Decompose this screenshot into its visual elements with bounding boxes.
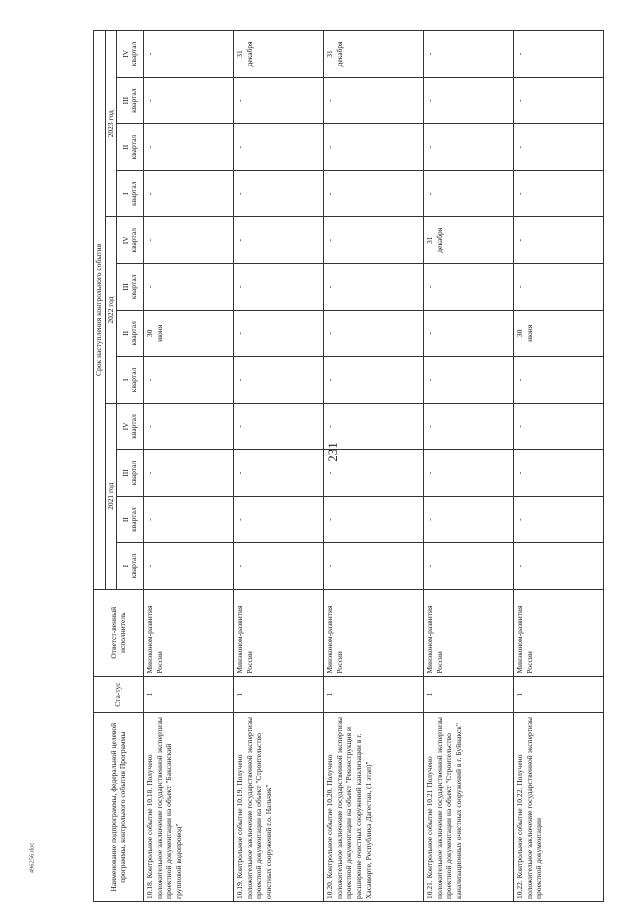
quarter-value-cell: - [234,357,324,404]
quarter-value-cell: - [424,403,514,450]
header-row-top [94,31,106,902]
event-status: 1 [234,676,324,713]
quarter-numeral: I [120,564,130,568]
quarter-value-cell: - [324,124,424,171]
quarter-value-cell: - [324,543,424,590]
quarter-numeral: IV [120,422,130,431]
quarter-value-cell: - [144,124,234,171]
quarter-value-cell: - [514,170,604,217]
quarter-value-cell: - [324,310,424,357]
deadline-month: декабря [334,41,344,67]
deadline-month: июня [524,324,534,342]
event-responsible: Минэконом-развития России [424,589,514,676]
header-quarter [117,124,144,171]
table-header [94,31,144,902]
quarter-word: квартал [129,134,139,160]
quarter-value-cell: - [514,217,604,264]
header-timeline: Срок наступления контрольного события [94,31,106,590]
quarter-value-cell: - [514,543,604,590]
quarter-value-cell: - [324,357,424,404]
quarter-value-cell: - [424,77,514,124]
quarter-value-cell [234,31,324,78]
quarter-value-cell: - [234,403,324,450]
event-name: 10.20. Контрольное событие 10.20. Получено положительное заключение государственной экспертизы проектной документации на объект "Реконструкция и расширение очистных сооружений канализации в г. Хасавюрте, Республика Дагестан, (1 этап)" [324,713,424,902]
quarter-value-cell: - [324,264,424,311]
quarter-value-cell: - [424,264,514,311]
quarter-value-cell: - [234,310,324,357]
deadline-month: июня [154,324,164,342]
quarter-value-cell [144,310,234,357]
quarter-word: квартал [129,414,139,439]
quarter-word: квартал [129,181,139,207]
quarter-value-cell: - [144,170,234,217]
event-name: 10.21. Контрольное событие 10.21 Получено положительное заключение государственной экспертизы проектной документации на объект "Строительство канализационных очистных сооружений в г. Буйнакск" [424,713,514,902]
quarter-value-cell: - [424,357,514,404]
quarter-value-cell: - [424,31,514,78]
deadline-day: 31 [235,50,245,58]
header-quarter [117,31,144,78]
quarter-word: квартал [129,227,139,253]
table-body [144,31,604,902]
event-status: 1 [424,676,514,713]
event-status: 1 [144,676,234,713]
header-quarter [117,217,144,264]
quarter-numeral: III [120,469,130,477]
event-name: 10.19. Контрольное событие 10.19. Получено положительное заключение государственной экспертизы проектной документации на объект "Строительство очистных сооружений г.о. Нальчик" [234,713,324,902]
quarter-value-cell: - [514,124,604,171]
table-row [514,31,604,902]
header-responsible: Ответст-венный исполнитель [94,589,144,676]
header-quarter [117,403,144,450]
quarter-value-cell: - [424,450,514,497]
quarter-word: квартал [129,274,139,300]
quarter-value-cell: - [144,31,234,78]
quarter-value-cell: - [144,357,234,404]
quarter-value-cell: - [514,31,604,78]
deadline-day: 31 [425,236,435,245]
quarter-numeral: II [120,517,130,523]
quarter-value-cell: - [514,496,604,543]
quarter-value-cell: - [424,496,514,543]
quarter-value-cell: - [144,543,234,590]
event-status: 1 [514,676,604,713]
page-number: 231 [325,442,340,462]
quarter-value-cell: - [514,357,604,404]
quarter-numeral: I [120,378,130,382]
header-name: Наименование подпрограммы, федеральной целевой программы, контрольного события Программы [94,713,144,902]
quarter-numeral: III [120,96,130,105]
header-quarter [117,496,144,543]
quarter-value-cell: - [514,264,604,311]
quarter-value-cell: - [144,450,234,497]
event-name: 10.18. Контрольное событие 10.18. Получено положительное заключение государственной экспертизы проектной документации на объект "Баксанский групповой водопровод" [144,713,234,902]
table-row [234,31,324,902]
header-quarter [117,450,144,497]
quarter-value-cell: - [144,496,234,543]
quarter-numeral: I [120,192,130,195]
quarter-value-cell [324,31,424,78]
quarter-value-cell: - [234,124,324,171]
quarter-value-cell: - [324,496,424,543]
quarter-value-cell: - [424,170,514,217]
table-row [144,31,234,902]
quarter-value-cell [424,217,514,264]
table-row [324,31,424,902]
quarter-numeral: IV [120,49,130,58]
event-responsible: Минэконом-развития России [144,589,234,676]
quarter-value-cell: - [234,543,324,590]
quarter-word: квартал [129,460,139,486]
header-quarter [117,310,144,357]
quarter-value-cell: - [324,403,424,450]
header-quarter [117,264,144,311]
event-name: 10.22. Контрольное событие 10.22. Получено положительное заключение государственной экспертизы проектной документации [514,713,604,902]
deadline-day: 30 [515,329,525,338]
header-quarter [117,170,144,217]
quarter-word: квартал [129,507,139,532]
quarter-value-cell: - [234,77,324,124]
quarter-value-cell: - [514,450,604,497]
quarter-value-cell: - [424,310,514,357]
deadline-day: 30 [145,329,155,338]
event-responsible: Минэконом-развития России [514,589,604,676]
quarter-word: квартал [129,367,139,393]
quarter-value-cell: - [234,170,324,217]
deadline-month: декабря [244,41,254,67]
header-year: 2021 год [105,403,117,589]
quarter-value-cell: - [424,543,514,590]
quarter-value-cell: - [324,170,424,217]
quarter-value-cell: - [234,450,324,497]
quarter-word: квартал [129,553,139,579]
quarter-value-cell: - [144,264,234,311]
header-quarter [117,543,144,590]
quarter-numeral: II [120,144,130,150]
quarter-value-cell: - [234,217,324,264]
quarter-value-cell: - [234,264,324,311]
quarter-value-cell: - [514,403,604,450]
header-quarter [117,77,144,124]
quarter-value-cell: - [324,217,424,264]
quarter-value-cell: - [514,77,604,124]
header-year: 2022 год [105,217,117,403]
quarter-value-cell: - [144,77,234,124]
quarter-numeral: II [120,330,130,336]
event-responsible: Минэконом-развития России [234,589,324,676]
footer-filename: 496256.doc [28,842,36,874]
table-row [424,31,514,902]
quarter-word: квартал [129,88,139,113]
quarter-value-cell: - [144,403,234,450]
quarter-word: квартал [129,41,139,67]
header-quarter [117,357,144,404]
quarter-value-cell: - [144,217,234,264]
quarter-value-cell: - [424,124,514,171]
deadline-month: декабря [434,227,444,253]
quarter-numeral: IV [120,236,130,245]
quarter-value-cell: - [234,496,324,543]
control-events-table-sheet [93,30,544,902]
event-responsible: Минэконом-развития России [324,589,424,676]
quarter-value-cell [514,310,604,357]
deadline-day: 31 [325,50,335,58]
quarter-value-cell: - [324,77,424,124]
event-status: 1 [324,676,424,713]
quarter-numeral: III [120,283,130,291]
quarter-value-cell: - [324,450,424,497]
header-status: Ста-тус [94,676,144,713]
quarter-word: квартал [129,321,139,346]
control-events-table [93,30,604,902]
header-year: 2023 год [105,31,117,218]
